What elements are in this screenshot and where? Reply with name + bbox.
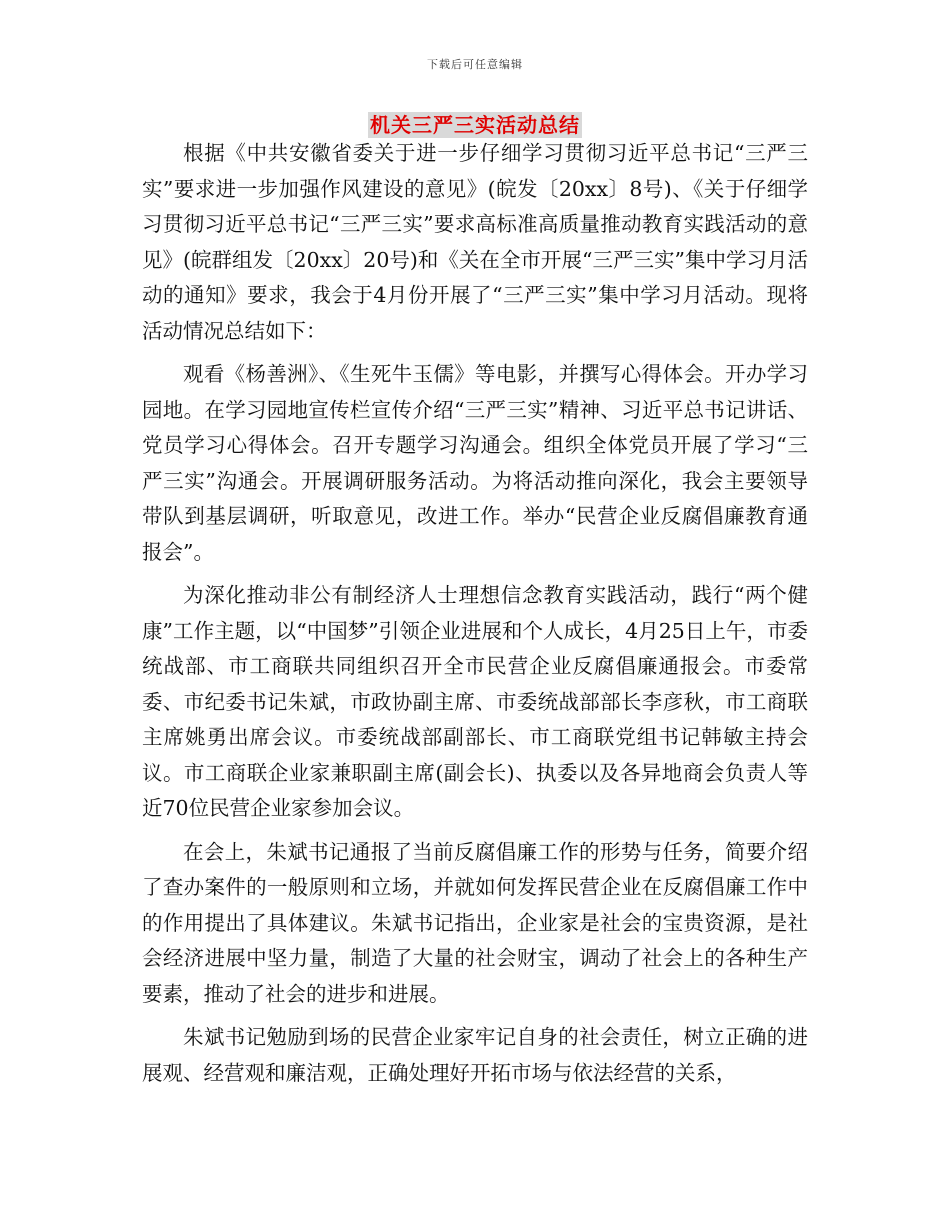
paragraph-2: 观看《杨善洲》、《生死牛玉儒》等电影，并撰写心得体会。开办学习园地。在学习园地宣传栏宣传介绍“三严三实”精神、习近平总书记讲话、党员学习心得体会。召开专题学习沟通会。组织全体党员开展了学习“三严三实”沟通会。开展调研服务活动。为将活动推向深化，我会主要领导带队到基层调研，听取意见，改进工作。举办“民营企业反腐倡廉教育通报会”。 [142,362,808,564]
document-title: 机关三严三实活动总结 [370,113,580,137]
paragraph-4: 在会上，朱斌书记通报了当前反腐倡廉工作的形势与任务，简要介绍了查办案件的一般原则和立场，并就如何发挥民营企业在反腐倡廉工作中的作用提出了具体建议。朱斌书记指出，企业家是社会的宝贵资源，是社会经济进展中坚力量，制造了大量的社会财宝，调动了社会上的各种生产要素，推动了社会的进步和进展。 [142,839,808,1006]
header-note: 下载后可任意编辑 [427,58,523,71]
title-container [0,112,950,138]
paragraph-1: 根据《中共安徽省委关于进一步仔细学习贯彻习近平总书记“三严三实”要求进一步加强作风建设的意见》(皖发〔20xx〕8号)、《关于仔细学习贯彻习近平总书记“三严三实”要求高标准高质量推动教育实践活动的意见》(皖群组发〔20xx〕20号)和《关在全市开展“三严三实”集中学习月活动的通知》要求，我会于4月份开展了“三严三实”集中学习月活动。现将活动情况总结如下： [142,141,808,343]
document-body [142,136,808,1099]
paragraph-5: 朱斌书记勉励到场的民营企业家牢记自身的社会责任，树立正确的进展观、经营观和廉洁观，正确处理好开拓市场与依法经营的关系， [142,1025,808,1085]
paragraph-3: 为深化推动非公有制经济人士理想信念教育实践活动，践行“两个健康”工作主题，以“中国梦”引领企业进展和个人成长，4月25日上午，市委统战部、市工商联共同组织召开全市民营企业反腐倡廉通报会。市委常委、市纪委书记朱斌，市政协副主席、市委统战部部长李彦秋，市工商联主席姚勇出席会议。市委统战部副部长、市工商联党组书记韩敏主持会议。市工商联企业家兼职副主席(副会长)、执委以及各异地商会负责人等近70位民营企业家参加会议。 [142,583,808,820]
